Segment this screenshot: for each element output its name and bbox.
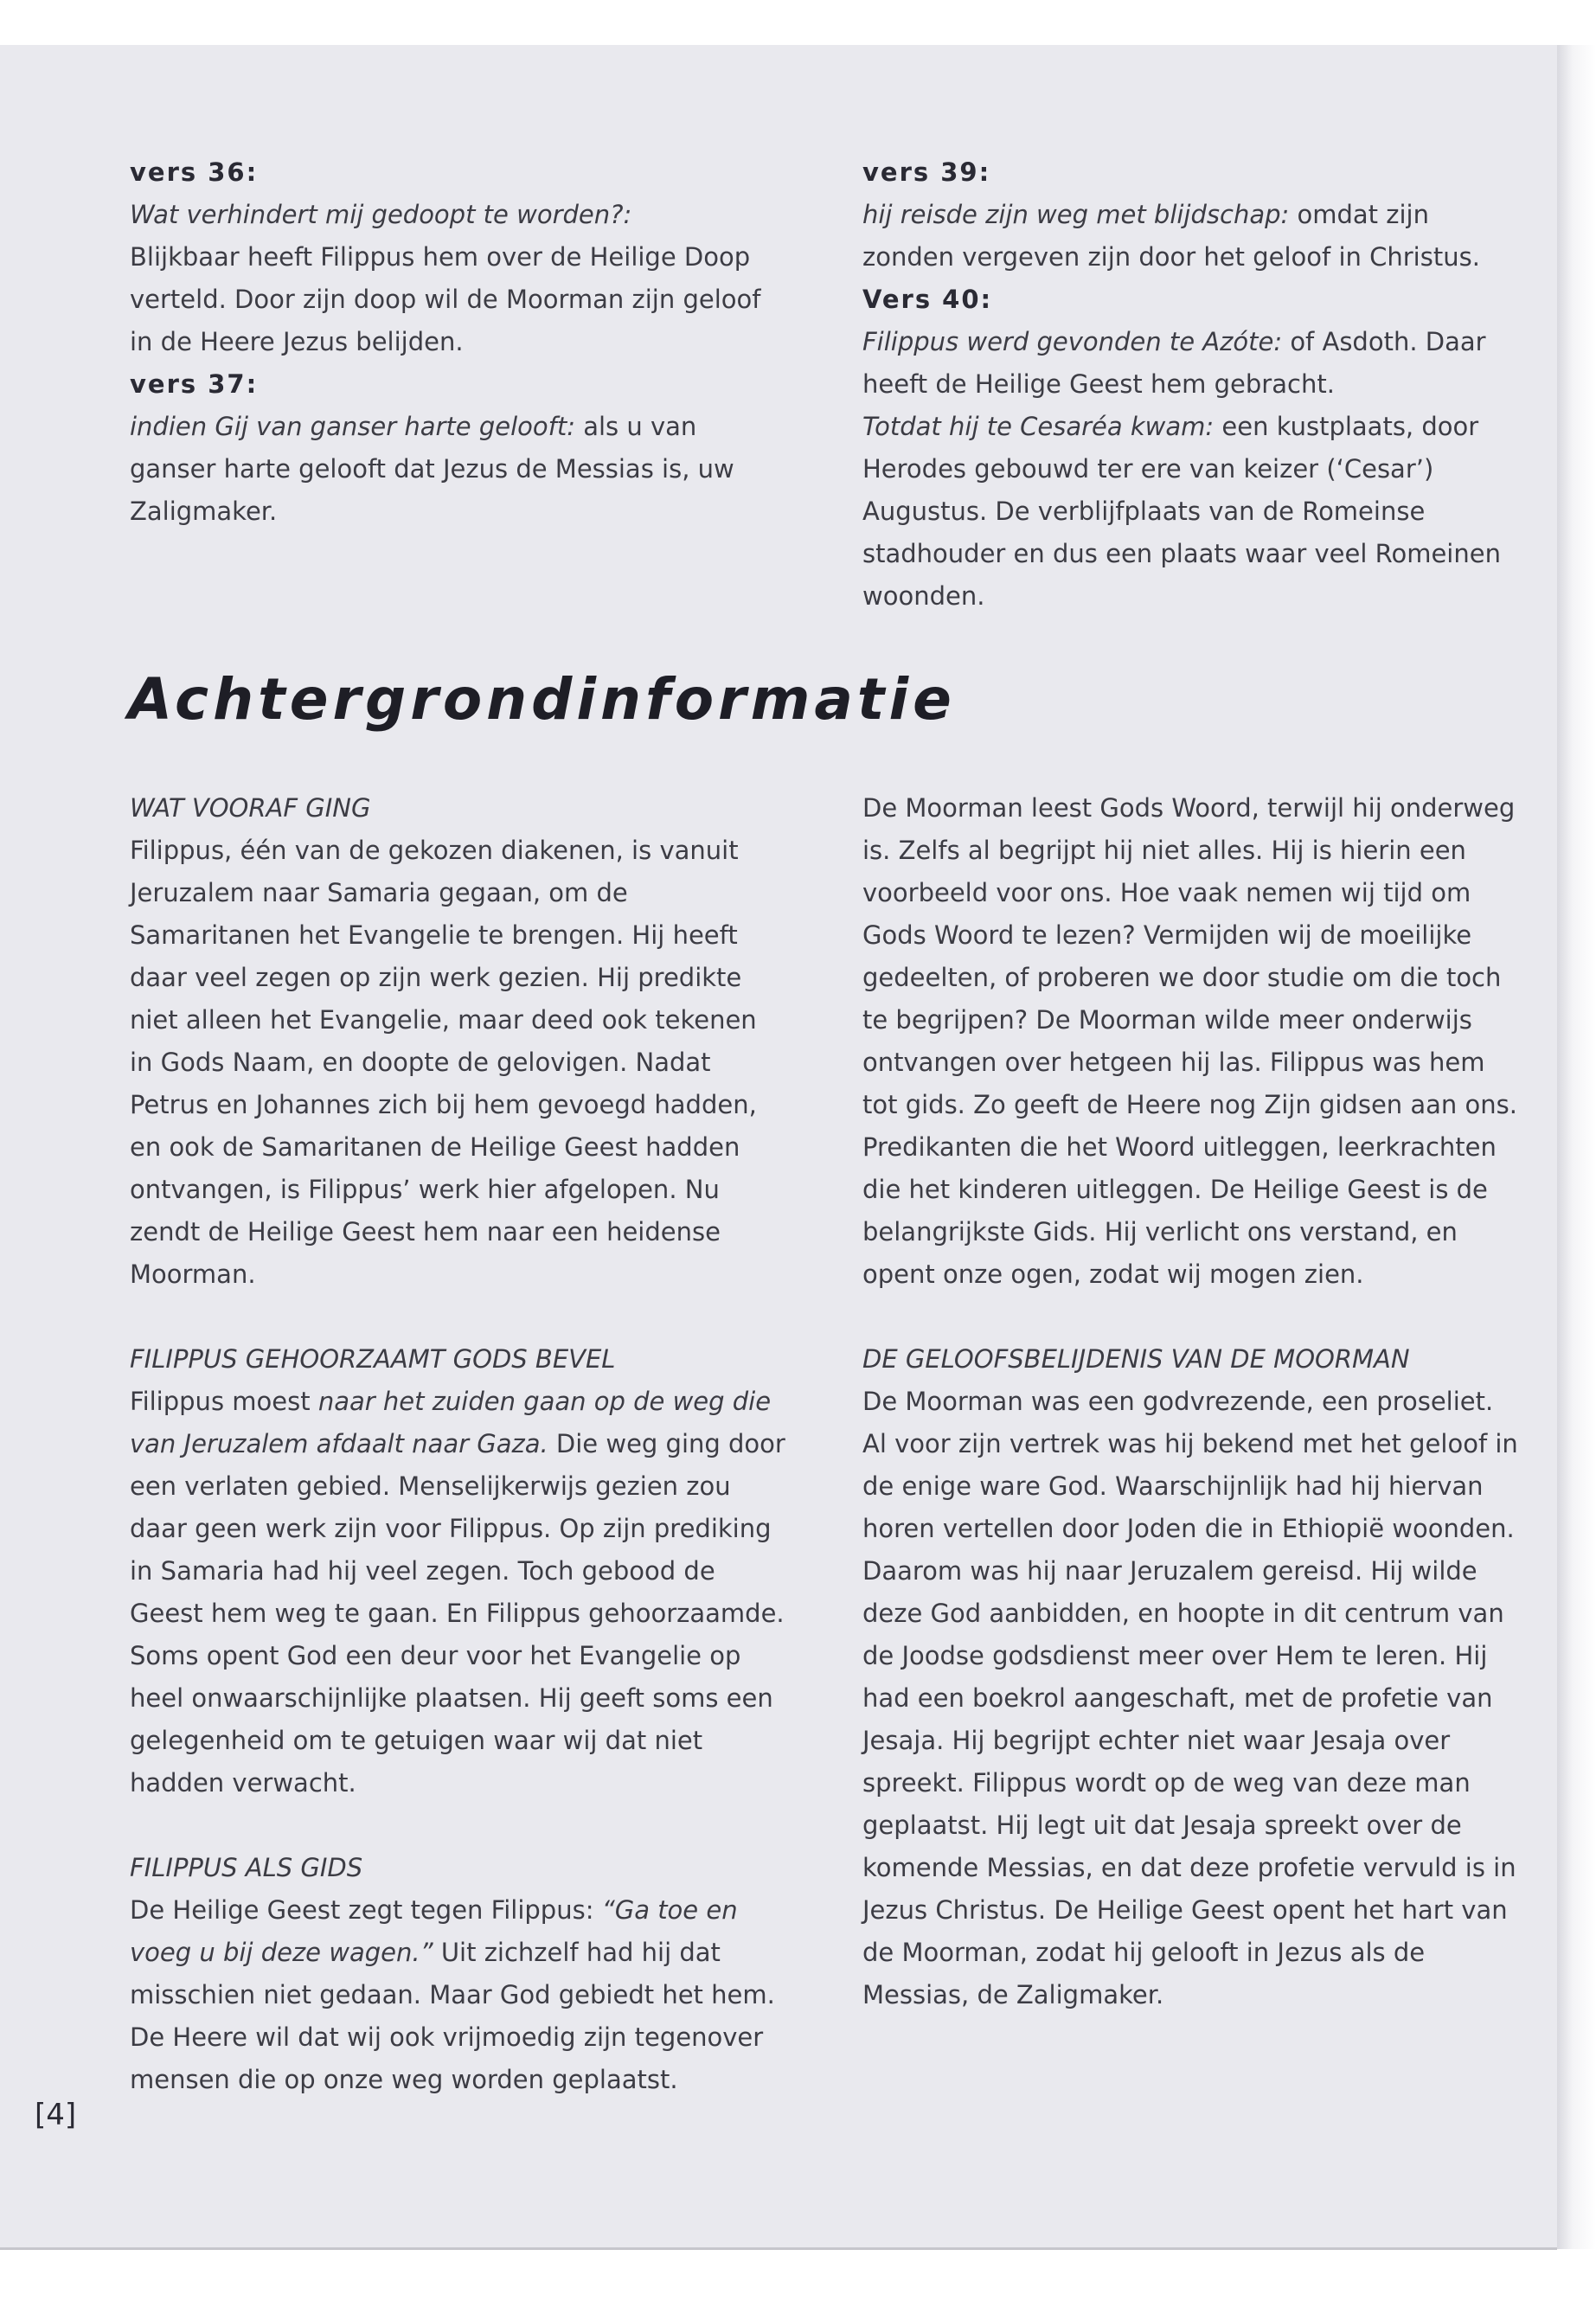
verse-39-note: hij reisde zijn weg met blijdschap: omdat zijn zonden vergeven zijn door het geloof in Christus. [862,200,1480,272]
verse-40-label: Vers 40: [862,285,993,314]
verse-37-label: vers 37: [130,369,259,399]
verse-36-note: Wat verhindert mij gedoopt te worden?: Blijkbaar heeft Filippus hem over de Heilige Doop verteld. Door zijn doop wil de Moorman zijn geloof in de Heere Jezus belijden. [130,200,761,356]
verse-39-label: vers 39: [862,157,991,187]
page-edge [1557,45,1596,2249]
section-heading: Achtergrondinformatie [128,666,956,733]
section-text-moorman-leest: De Moorman leest Gods Woord, terwijl hij onderweg is. Zelfs al begrijpt hij niet alles. Hij is hierin een voorbeeld voor ons. Hoe vaak nemen wij tijd om Gods Woord te lezen? Vermijden wij de moeilijke gedeelten, of proberen we door studie om die toch te begrijpen? De Moorman wilde meer onderwijs ontvangen over hetgeen hij las. Filippus was hem tot gids. Zo geeft de Heere nog Zijn gidsen aan ons. Predikanten die het Woord uitleggen, leerkrachten die het kinderen uitleggen. De Heilige Geest is de belangrijkste Gids. Hij verlicht ons verstand, en opent onze ogen, zodat wij mogen zien. [862,793,1517,1289]
section-title-geloofsbelijdenis: DE GELOOFSBELIJDENIS VAN DE MOORMAN [862,1344,1410,1374]
page-bottom-edge [0,2247,1557,2250]
verse-40-note: Filippus werd gevonden te Azóte: of Asdoth. Daar heeft de Heilige Geest hem gebracht. [862,327,1486,399]
verse-37-note: indien Gij van ganser harte gelooft: als u van ganser harte gelooft dat Jezus de Messias is, uw Zaligmaker. [130,412,734,526]
top-right-column [862,151,1520,618]
top-left-column [130,151,787,533]
page-number: [4] [35,2098,77,2132]
background-right-column [862,787,1520,2016]
verse-40-cesarea-note: Totdat hij te Cesaréa kwam: een kustplaats, door Herodes gebouwd ter ere van keizer (‘Cesar’) Augustus. De verblijfplaats van de Romeinse stadhouder en dus een plaats waar veel Romeinen woonden. [862,412,1501,611]
section-text-gehoorzaamt: Filippus moest naar het zuiden gaan op de weg die van Jeruzalem afdaalt naar Gaza. Die weg ging door een verlaten gebied. Menselijkerwijs gezien zou daar geen werk zijn voor Filippus. Op zijn prediking in Samaria had hij veel zegen. Toch gebood de Geest hem weg te gaan. En Filippus gehoorzaamde. Soms opent God een deur voor het Evangelie op heel onwaarschijnlijke plaatsen. Hij geeft soms een gelegenheid om te getuigen waar wij dat niet hadden verwacht. [130,1387,785,1798]
verse-36-label: vers 36: [130,157,259,187]
section-text-geloofsbelijdenis: De Moorman was een godvrezende, een proseliet. Al voor zijn vertrek was hij bekend met het geloof in de enige ware God. Waarschijnlijk had hij hiervan horen vertellen door Joden die in Ethiopië woonden. Daarom was hij naar Jeruzalem gereisd. Hij wilde deze God aanbidden, en hoopte in dit centrum van de Joodse godsdienst meer over Hem te leren. Hij had een boekrol aangeschaft, met de profetie van Jesaja. Hij begrijpt echter niet waar Jesaja over spreekt. Filippus wordt op de weg van deze man geplaatst. Hij legt uit dat Jesaja spreekt over de komende Messias, en dat deze profetie vervuld is in Jezus Christus. De Heilige Geest opent het hart van de Moorman, zodat hij gelooft in Jezus als de Messias, de Zaligmaker. [862,1387,1518,2009]
section-text-als-gids: De Heilige Geest zegt tegen Filippus: “Ga toe en voeg u bij deze wagen.” Uit zichzelf had hij dat misschien niet gedaan. Maar God gebiedt het hem. De Heere wil dat wij ook vrijmoedig zijn tegenover mensen die op onze weg worden geplaatst. [130,1895,775,2094]
section-title-wat-vooraf-ging: WAT VOORAF GING [130,793,371,823]
section-text-wat-vooraf-ging: Filippus, één van de gekozen diakenen, is vanuit Jeruzalem naar Samaria gegaan, om de Samaritanen het Evangelie te brengen. Hij heeft daar veel zegen op zijn werk gezien. Hij predikte niet alleen het Evangelie, maar deed ook tekenen in Gods Naam, en doopte de gelovigen. Nadat Petrus en Johannes zich bij hem gevoegd hadden, en ook de Samaritanen de Heilige Geest hadden ontvangen, is Filippus’ werk hier afgelopen. Nu zendt de Heilige Geest hem naar een heidense Moorman. [130,836,757,1289]
section-title-als-gids: FILIPPUS ALS GIDS [130,1853,363,1882]
background-left-column [130,787,787,2101]
section-title-gehoorzaamt: FILIPPUS GEHOORZAAMT GODS BEVEL [130,1344,616,1374]
